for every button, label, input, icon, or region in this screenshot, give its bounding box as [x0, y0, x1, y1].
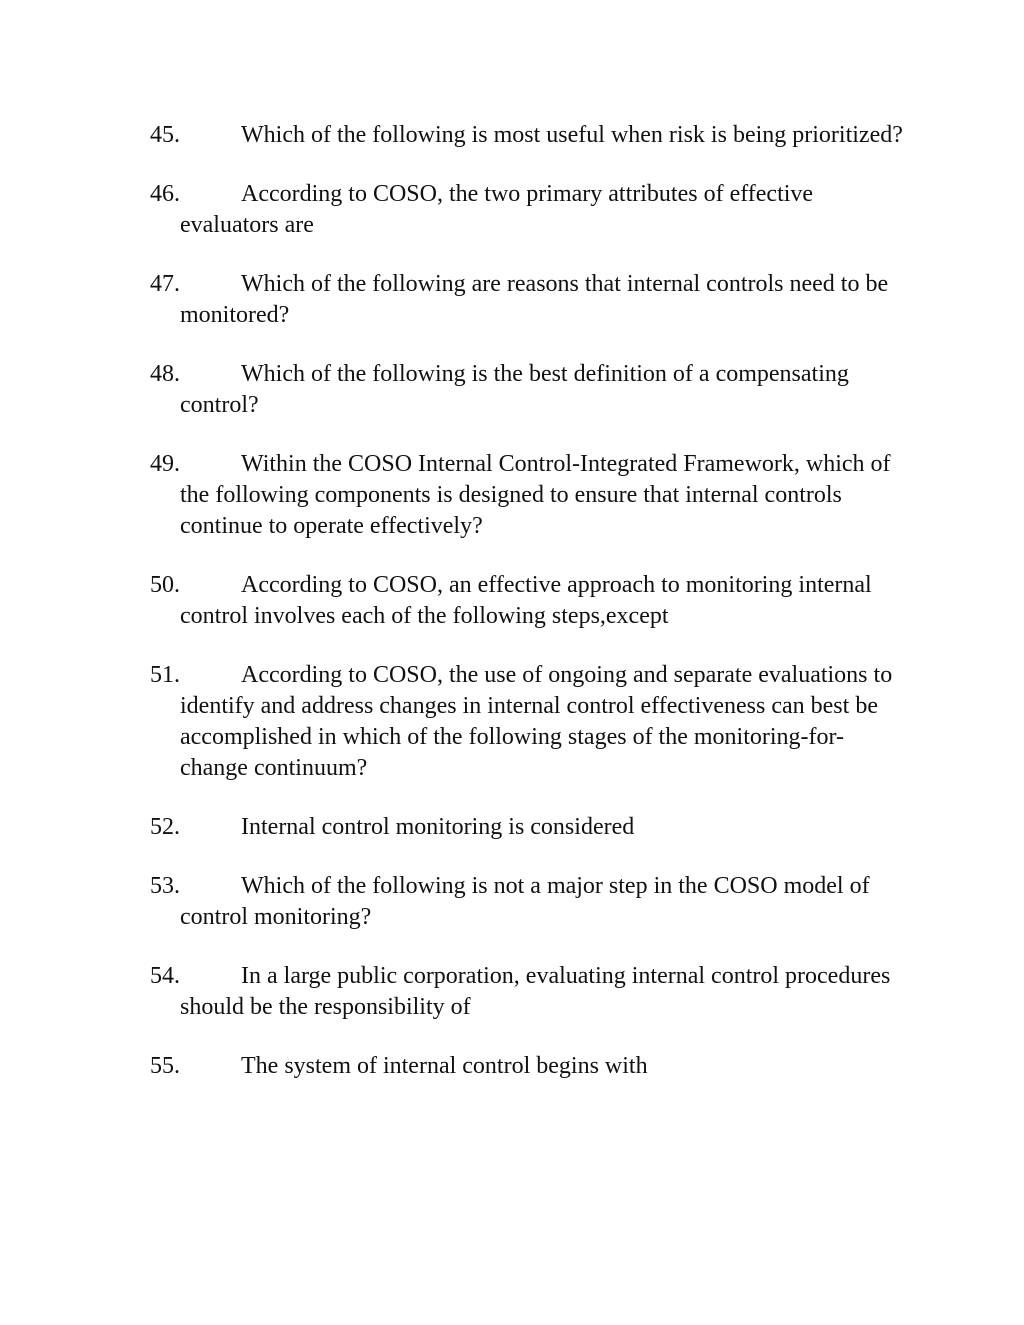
question-text: In a large public corporation, evaluating internal control procedures should be the responsibility of	[180, 963, 891, 1020]
question-number: 55.	[150, 1053, 180, 1079]
question-item	[150, 449, 910, 542]
question-number: 47.	[150, 271, 180, 297]
question-text: According to COSO, the use of ongoing and separate evaluations to identify and address changes in internal control effectiveness can best be accomplished in which of the following stages of the monitoring-for-change continuum?	[180, 662, 893, 781]
question-item	[150, 871, 910, 933]
question-item	[150, 120, 910, 151]
question-text: According to COSO, an effective approach to monitoring internal control involves each of the following steps,except	[180, 572, 872, 629]
question-item	[150, 961, 910, 1023]
question-item	[150, 660, 910, 784]
question-number: 49.	[150, 451, 180, 477]
question-item	[150, 570, 910, 632]
question-number: 50.	[150, 572, 180, 598]
question-number: 52.	[150, 814, 180, 840]
question-text: Which of the following is most useful when risk is being prioritized?	[241, 122, 903, 148]
question-text: According to COSO, the two primary attributes of effective evaluators are	[180, 181, 814, 238]
question-number: 54.	[150, 963, 180, 989]
question-number: 53.	[150, 873, 180, 899]
question-item	[150, 359, 910, 421]
question-number: 46.	[150, 181, 180, 207]
question-text: Within the COSO Internal Control-Integrated Framework, which of the following components is designed to ensure that internal controls continue to operate effectively?	[180, 451, 891, 539]
question-item	[150, 1051, 910, 1082]
question-number: 45.	[150, 122, 180, 148]
question-text: Internal control monitoring is considered	[241, 814, 635, 840]
question-text: Which of the following is the best definition of a compensating control?	[180, 361, 849, 418]
question-number: 51.	[150, 662, 180, 688]
question-number: 48.	[150, 361, 180, 387]
question-text: Which of the following are reasons that internal controls need to be monitored?	[180, 271, 889, 328]
question-list	[150, 120, 910, 1110]
question-item	[150, 812, 910, 843]
question-text: The system of internal control begins with	[241, 1053, 648, 1079]
question-text: Which of the following is not a major step in the COSO model of control monitoring?	[180, 873, 870, 930]
question-item	[150, 269, 910, 331]
question-item	[150, 179, 910, 241]
